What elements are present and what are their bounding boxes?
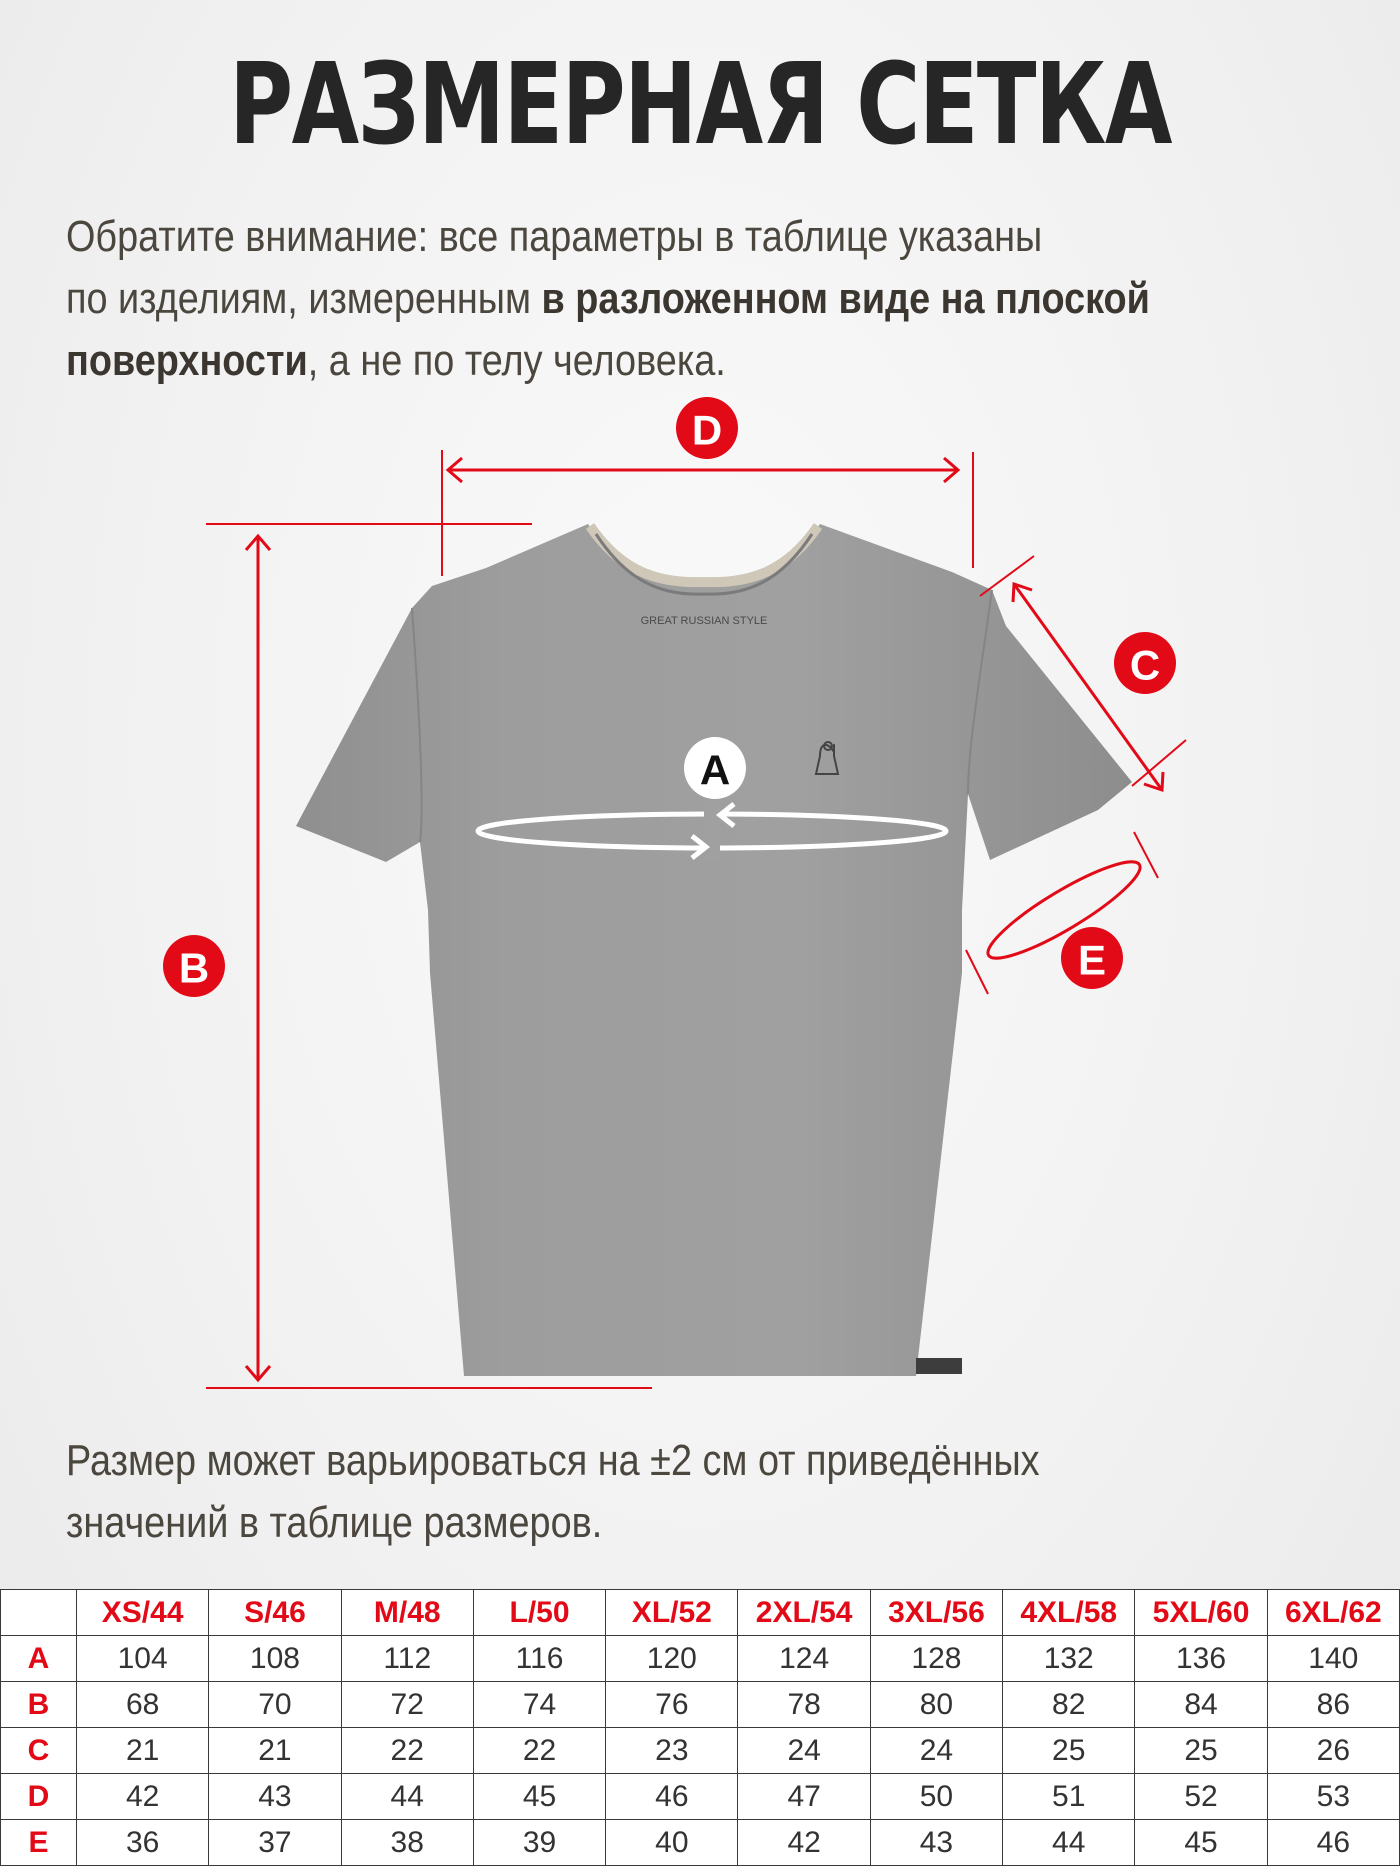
row-key-cell: B xyxy=(1,1682,77,1728)
measure-c-guide-top xyxy=(980,556,1034,596)
value-cell: 74 xyxy=(473,1682,605,1728)
measurement-diagram xyxy=(0,390,1400,1410)
value-cell: 45 xyxy=(473,1774,605,1820)
value-cell: 128 xyxy=(870,1636,1002,1682)
intro-line-3 xyxy=(66,330,1322,392)
table-row xyxy=(1,1636,1400,1682)
tolerance-note-line-1: Размер может варьироваться на ±2 см от приведённых xyxy=(66,1436,1040,1485)
value-cell: 108 xyxy=(209,1636,341,1682)
badge-a-label: A xyxy=(699,746,731,794)
value-cell: 46 xyxy=(1267,1820,1399,1866)
value-cell: 104 xyxy=(77,1636,209,1682)
measure-e-guide-left xyxy=(966,950,988,994)
badge-b-label: B xyxy=(178,944,210,992)
badge-c-label: C xyxy=(1129,641,1161,689)
tolerance-note-line-2: значений в таблице размеров. xyxy=(66,1498,603,1547)
value-cell: 53 xyxy=(1267,1774,1399,1820)
intro-line-3-bold: поверхности xyxy=(66,336,308,385)
tshirt-hem-tag xyxy=(916,1358,962,1374)
table-row xyxy=(1,1728,1400,1774)
value-cell: 47 xyxy=(738,1774,870,1820)
value-cell: 50 xyxy=(870,1774,1002,1820)
value-cell: 21 xyxy=(209,1728,341,1774)
value-cell: 21 xyxy=(77,1728,209,1774)
value-cell: 76 xyxy=(606,1682,738,1728)
value-cell: 39 xyxy=(473,1820,605,1866)
size-header-cell: XL/52 xyxy=(606,1590,738,1636)
value-cell: 86 xyxy=(1267,1682,1399,1728)
value-cell: 43 xyxy=(870,1820,1002,1866)
value-cell: 46 xyxy=(606,1774,738,1820)
intro-paragraph xyxy=(66,206,1322,392)
intro-line-1: Обратите внимание: все параметры в таблице указаны xyxy=(66,212,1043,261)
size-table-header-row xyxy=(1,1590,1400,1636)
size-header-cell: L/50 xyxy=(473,1590,605,1636)
measure-a-gap xyxy=(704,800,720,860)
table-row xyxy=(1,1774,1400,1820)
tshirt-illustration xyxy=(296,524,1132,1376)
size-header-cell: 3XL/56 xyxy=(870,1590,1002,1636)
value-cell: 84 xyxy=(1135,1682,1267,1728)
row-key-cell: E xyxy=(1,1820,77,1866)
value-cell: 136 xyxy=(1135,1636,1267,1682)
size-table-body xyxy=(1,1590,1400,1866)
value-cell: 78 xyxy=(738,1682,870,1728)
value-cell: 116 xyxy=(473,1636,605,1682)
row-key-cell: D xyxy=(1,1774,77,1820)
badge-e-label: E xyxy=(1077,936,1107,984)
value-cell: 72 xyxy=(341,1682,473,1728)
value-cell: 52 xyxy=(1135,1774,1267,1820)
size-header-cell: 2XL/54 xyxy=(738,1590,870,1636)
size-header-cell: S/46 xyxy=(209,1590,341,1636)
value-cell: 25 xyxy=(1135,1728,1267,1774)
value-cell: 42 xyxy=(77,1774,209,1820)
value-cell: 22 xyxy=(473,1728,605,1774)
value-cell: 22 xyxy=(341,1728,473,1774)
size-header-cell: XS/44 xyxy=(77,1590,209,1636)
value-cell: 23 xyxy=(606,1728,738,1774)
value-cell: 51 xyxy=(1003,1774,1135,1820)
page-title: РАЗМЕРНАЯ СЕТКА xyxy=(229,40,1171,170)
size-header-cell: M/48 xyxy=(341,1590,473,1636)
value-cell: 40 xyxy=(606,1820,738,1866)
value-cell: 25 xyxy=(1003,1728,1135,1774)
row-key-cell: A xyxy=(1,1636,77,1682)
value-cell: 36 xyxy=(77,1820,209,1866)
size-header-cell: 6XL/62 xyxy=(1267,1590,1399,1636)
value-cell: 44 xyxy=(341,1774,473,1820)
measure-d xyxy=(442,397,973,576)
value-cell: 120 xyxy=(606,1636,738,1682)
value-cell: 24 xyxy=(738,1728,870,1774)
value-cell: 45 xyxy=(1135,1820,1267,1866)
table-row xyxy=(1,1820,1400,1866)
tolerance-note xyxy=(66,1430,1322,1554)
value-cell: 43 xyxy=(209,1774,341,1820)
size-header-cell: 5XL/60 xyxy=(1135,1590,1267,1636)
value-cell: 124 xyxy=(738,1636,870,1682)
value-cell: 132 xyxy=(1003,1636,1135,1682)
value-cell: 42 xyxy=(738,1820,870,1866)
tshirt-print: GREAT RUSSIAN STYLE xyxy=(640,615,768,627)
intro-line-3-regular: , а не по телу человека. xyxy=(307,336,726,385)
intro-line-2-bold: в разложенном виде на плоской xyxy=(541,274,1150,323)
intro-line-2 xyxy=(66,268,1322,330)
size-table xyxy=(0,1589,1400,1866)
value-cell: 24 xyxy=(870,1728,1002,1774)
value-cell: 38 xyxy=(341,1820,473,1866)
value-cell: 112 xyxy=(341,1636,473,1682)
table-row xyxy=(1,1682,1400,1728)
tshirt-body xyxy=(296,524,1132,1376)
badge-d-label: D xyxy=(691,406,723,454)
value-cell: 70 xyxy=(209,1682,341,1728)
size-header-cell: 4XL/58 xyxy=(1003,1590,1135,1636)
value-cell: 37 xyxy=(209,1820,341,1866)
intro-line-2-regular: по изделиям, измеренным xyxy=(66,274,542,323)
value-cell: 44 xyxy=(1003,1820,1135,1866)
value-cell: 80 xyxy=(870,1682,1002,1728)
measure-c-guide-bottom xyxy=(1132,740,1186,786)
value-cell: 82 xyxy=(1003,1682,1135,1728)
row-key-cell: C xyxy=(1,1728,77,1774)
value-cell: 68 xyxy=(77,1682,209,1728)
value-cell: 140 xyxy=(1267,1636,1399,1682)
size-table-corner-cell xyxy=(1,1590,77,1636)
value-cell: 26 xyxy=(1267,1728,1399,1774)
